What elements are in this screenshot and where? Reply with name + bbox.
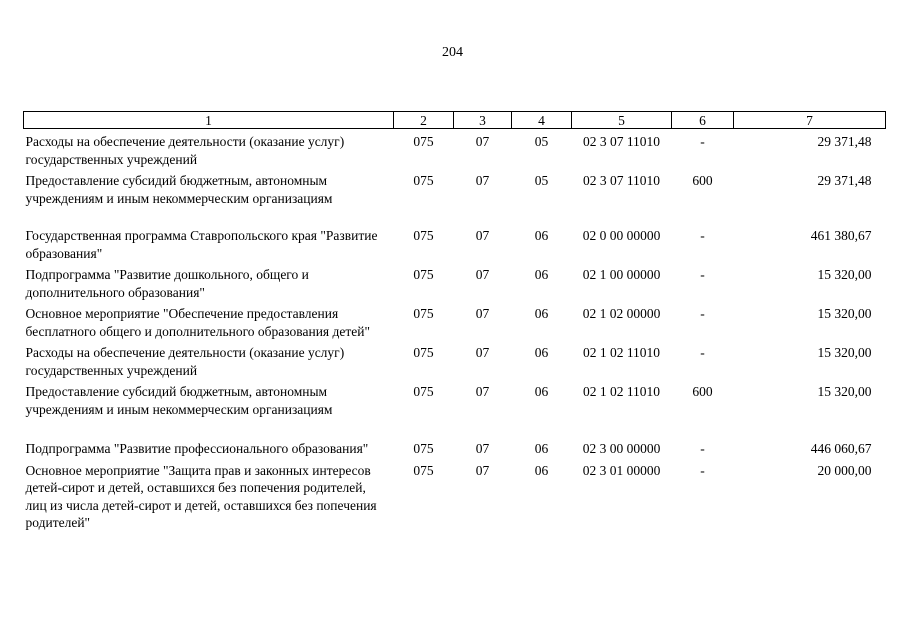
cell-expense-type: 600	[692, 384, 713, 399]
budget-table	[23, 111, 886, 532]
cell-ministry-code: 075	[413, 441, 434, 456]
page-number: 204	[442, 45, 463, 60]
cell-amount: 29 371,48	[817, 173, 872, 188]
cell-expense-type: -	[700, 228, 705, 243]
cell-subsection: 06	[534, 345, 549, 360]
cell-expense-type: 600	[692, 173, 713, 188]
cell-ministry-code: 075	[413, 306, 434, 321]
row-name: Предоставление субсидий бюджетным, автономным учреждениям и иным некоммерческим организациям	[25, 173, 333, 206]
cell-ministry-code: 075	[413, 462, 434, 478]
cell-amount: 461 380,67	[810, 228, 872, 243]
cell-amount: 15 320,00	[817, 306, 872, 321]
cell-subsection: 05	[534, 173, 549, 188]
cell-ministry-code: 075	[413, 134, 434, 149]
cell-section: 07	[475, 462, 490, 478]
cell-amount: 29 371,48	[817, 134, 872, 149]
column-header-1: 1	[24, 112, 394, 129]
column-header-2: 2	[394, 112, 454, 129]
column-header-6: 6	[672, 112, 734, 129]
cell-section: 07	[475, 228, 490, 243]
cell-target-article: 02 1 02 11010	[582, 384, 661, 399]
cell-amount: 15 320,00	[817, 345, 872, 360]
cell-expense-type: -	[700, 441, 705, 456]
table-row	[24, 436, 886, 458]
cell-section: 07	[475, 441, 490, 456]
row-name: Предоставление субсидий бюджетным, автономным учреждениям и иным некоммерческим организациям	[25, 384, 333, 417]
table-row	[24, 458, 886, 532]
cell-ministry-code: 075	[413, 267, 434, 282]
cell-amount: 15 320,00	[817, 267, 872, 282]
cell-amount: 20 000,00	[817, 462, 872, 478]
cell-target-article: 02 3 07 11010	[582, 134, 661, 149]
row-name: Основное мероприятие "Защита прав и законных интересов детей-сирот и детей, оставшихся без попечения родителей, лиц из числа детей-сирот и детей, оставшихся без попечения родителей"	[25, 462, 377, 530]
cell-expense-type: -	[700, 134, 705, 149]
table-row	[24, 168, 886, 223]
cell-section: 07	[475, 173, 490, 188]
cell-target-article: 02 3 01 00000	[582, 462, 661, 478]
cell-section: 07	[475, 267, 490, 282]
table-row	[24, 301, 886, 340]
cell-ministry-code: 075	[413, 345, 434, 360]
cell-ministry-code: 075	[413, 173, 434, 188]
cell-section: 07	[475, 384, 490, 399]
cell-subsection: 06	[534, 267, 549, 282]
cell-target-article: 02 1 02 00000	[582, 306, 661, 321]
column-header-5: 5	[572, 112, 672, 129]
cell-target-article: 02 3 07 11010	[582, 173, 661, 188]
row-name: Расходы на обеспечение деятельности (оказание услуг) государственных учреждений	[25, 345, 345, 378]
row-name: Государственная программа Ставропольского края "Развитие образования"	[25, 228, 378, 261]
cell-amount: 15 320,00	[817, 384, 872, 399]
cell-target-article: 02 1 00 00000	[582, 267, 661, 282]
table-row	[24, 379, 886, 436]
cell-amount: 446 060,67	[810, 441, 872, 456]
row-name: Подпрограмма "Развитие профессионального образования"	[25, 441, 369, 456]
cell-subsection: 06	[534, 462, 549, 478]
cell-ministry-code: 075	[413, 228, 434, 243]
column-header-7: 7	[734, 112, 886, 129]
cell-subsection: 06	[534, 306, 549, 321]
table-row	[24, 223, 886, 262]
cell-target-article: 02 0 00 00000	[582, 228, 661, 243]
cell-ministry-code: 075	[413, 384, 434, 399]
cell-subsection: 06	[534, 228, 549, 243]
row-name: Расходы на обеспечение деятельности (оказание услуг) государственных учреждений	[25, 134, 345, 167]
cell-expense-type: -	[700, 267, 705, 282]
cell-target-article: 02 1 02 11010	[582, 345, 661, 360]
cell-section: 07	[475, 134, 490, 149]
cell-subsection: 06	[534, 441, 549, 456]
table-row	[24, 129, 886, 169]
cell-expense-type: -	[700, 345, 705, 360]
table-row	[24, 262, 886, 301]
cell-subsection: 06	[534, 384, 549, 399]
table-row	[24, 340, 886, 379]
table-header-row	[24, 112, 886, 129]
cell-expense-type: -	[700, 462, 705, 478]
cell-section: 07	[475, 306, 490, 321]
row-name: Основное мероприятие "Обеспечение предоставления бесплатного общего и дополнительного образования детей"	[25, 306, 371, 339]
column-header-4: 4	[512, 112, 572, 129]
cell-section: 07	[475, 345, 490, 360]
cell-target-article: 02 3 00 00000	[582, 441, 661, 456]
cell-expense-type: -	[700, 306, 705, 321]
row-name: Подпрограмма "Развитие дошкольного, общего и дополнительного образования"	[25, 267, 309, 300]
cell-subsection: 05	[534, 134, 549, 149]
column-header-3: 3	[454, 112, 512, 129]
